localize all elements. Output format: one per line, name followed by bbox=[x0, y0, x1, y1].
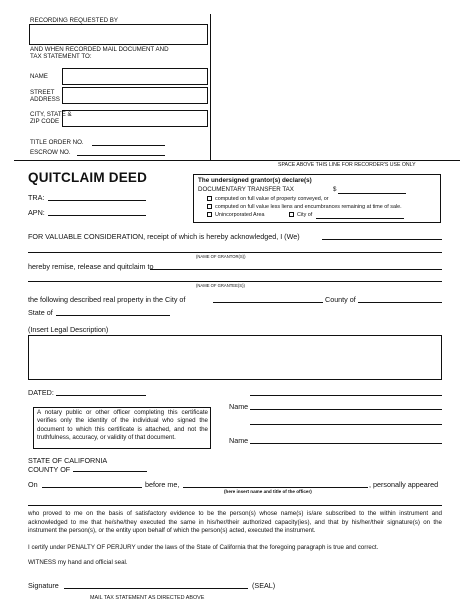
county-of-label: County of bbox=[325, 295, 356, 304]
transfer-tax-amount-field[interactable] bbox=[338, 193, 406, 194]
escrow-field[interactable] bbox=[77, 155, 165, 156]
acknowledgment-county-field[interactable] bbox=[73, 471, 147, 472]
mail-document-label: AND WHEN RECORDED MAIL DOCUMENT AND bbox=[30, 46, 169, 53]
deed-title: QUITCLAIM DEED bbox=[28, 170, 148, 185]
name-label-1: Name bbox=[229, 402, 249, 411]
remise-text: hereby remise, release and quitclaim to bbox=[28, 262, 154, 271]
city-of-checkbox[interactable] bbox=[289, 212, 294, 217]
property-county-field[interactable] bbox=[358, 302, 442, 303]
property-city-text: the following described real property in the City of bbox=[28, 295, 186, 304]
dollar-sign: $ bbox=[333, 186, 337, 193]
perjury-text: I certify under PENALTY OF PERJURY under the laws of the State of California that the foregoing paragraph is true and correct. bbox=[28, 544, 379, 551]
grantor-name-field-1[interactable] bbox=[322, 239, 442, 240]
street-label: STREET bbox=[30, 89, 55, 96]
header-divider-vertical bbox=[210, 14, 211, 160]
notary-signature-field[interactable] bbox=[64, 588, 248, 589]
unincorporated-checkbox[interactable] bbox=[207, 212, 212, 217]
mail-tax-statement-note: MAIL TAX STATEMENT AS DIRECTED ABOVE bbox=[90, 595, 205, 601]
dated-label: DATED: bbox=[28, 388, 54, 397]
recording-requested-by-label: RECORDING REQUESTED BY bbox=[30, 17, 119, 24]
name-of-grantors-caption: (NAME OF GRANTOR(S)) bbox=[196, 254, 246, 259]
grantee-name-field-2[interactable] bbox=[28, 281, 442, 282]
name-field[interactable] bbox=[62, 68, 208, 85]
less-liens-checkbox[interactable] bbox=[207, 204, 212, 209]
printed-name-field-2[interactable] bbox=[250, 443, 442, 444]
signature-label: Signature bbox=[28, 581, 59, 590]
name-label-2: Name bbox=[229, 436, 249, 445]
city-of-option: City of bbox=[297, 212, 313, 218]
street-address-field[interactable] bbox=[62, 87, 208, 104]
insert-officer-caption: (here insert name and title of the officer) bbox=[224, 489, 312, 494]
declaration-heading: The undersigned grantor(s) declare(s) bbox=[198, 177, 312, 184]
appeared-names-field[interactable] bbox=[28, 505, 442, 506]
escrow-label: ESCROW NO. bbox=[30, 149, 71, 156]
printed-name-field-1[interactable] bbox=[250, 409, 442, 410]
on-label: On bbox=[28, 480, 38, 489]
state-of-label: State of bbox=[28, 308, 53, 317]
consideration-text: FOR VALUABLE CONSIDERATION, receipt of which is hereby acknowledged, I (We) bbox=[28, 232, 300, 241]
signature-line-2[interactable] bbox=[250, 424, 442, 425]
personally-appeared-label: , personally appeared bbox=[369, 480, 439, 489]
before-me-label: before me, bbox=[145, 480, 180, 489]
city-of-field[interactable] bbox=[316, 218, 404, 219]
property-state-field[interactable] bbox=[56, 315, 170, 316]
recorder-space-line bbox=[14, 160, 460, 161]
recording-requested-by-field[interactable] bbox=[29, 24, 208, 45]
signature-line-1[interactable] bbox=[250, 395, 442, 396]
less-liens-option: computed on full value less liens and encumbrances remaining at time of sale. bbox=[215, 204, 402, 210]
acknowledgment-date-field[interactable] bbox=[42, 487, 142, 488]
full-value-option: computed on full value of property conveyed, or bbox=[215, 196, 329, 202]
county-of-caps-label: COUNTY OF bbox=[28, 465, 71, 474]
proved-text: who proved to me on the basis of satisfactory evidence to be the person(s) whose name(s) is/are subscribed to the within instrument and acknowledged to me that he/she/they executed the same in his/her/their authorized capacity(ies), and that by his/her/their signature(s) on the instrument the person(s), or the entity upon behalf of which the person(s) acted, executed the instrument. bbox=[28, 510, 442, 535]
apn-label: APN: bbox=[28, 208, 45, 217]
apn-field[interactable] bbox=[48, 215, 146, 216]
unincorporated-option: Unincorporated Area bbox=[215, 212, 265, 218]
grantor-name-field-2[interactable] bbox=[28, 252, 442, 253]
legal-description-box[interactable] bbox=[28, 335, 442, 380]
tax-statement-label: TAX STATEMENT TO: bbox=[30, 53, 92, 60]
witness-text: WITNESS my hand and official seal. bbox=[28, 559, 128, 566]
dated-field[interactable] bbox=[56, 395, 146, 396]
grantee-name-field-1[interactable] bbox=[150, 269, 442, 270]
tra-field[interactable] bbox=[48, 200, 146, 201]
city-state-zip-field[interactable] bbox=[62, 110, 208, 127]
state-of-california-label: STATE OF CALIFORNIA bbox=[28, 456, 108, 465]
insert-legal-description-label: (Insert Legal Description) bbox=[28, 325, 109, 334]
title-order-field[interactable] bbox=[92, 145, 165, 146]
city-state-label: CITY, STATE & bbox=[30, 111, 72, 118]
title-order-label: TITLE ORDER NO. bbox=[30, 139, 84, 146]
officer-name-field[interactable] bbox=[183, 487, 368, 488]
seal-label: (SEAL) bbox=[252, 581, 276, 590]
name-of-grantees-caption: (NAME OF GRANTEE(S)) bbox=[196, 283, 245, 288]
property-city-field[interactable] bbox=[213, 302, 323, 303]
name-label: NAME bbox=[30, 73, 48, 80]
notary-notice-text: A notary public or other officer completing this certificate verifies only the identity of the individual who signed the document to which this certificate is attached, and not the truthfulness, accuracy, or validity of that document. bbox=[37, 409, 208, 442]
tra-label: TRA: bbox=[28, 193, 45, 202]
documentary-transfer-tax-label: DOCUMENTARY TRANSFER TAX bbox=[198, 186, 294, 193]
full-value-checkbox[interactable] bbox=[207, 196, 212, 201]
address-label: ADDRESS bbox=[30, 96, 60, 103]
zip-code-label: ZIP CODE bbox=[30, 118, 60, 125]
recorder-use-note: SPACE ABOVE THIS LINE FOR RECORDER'S USE ONLY bbox=[278, 162, 416, 168]
